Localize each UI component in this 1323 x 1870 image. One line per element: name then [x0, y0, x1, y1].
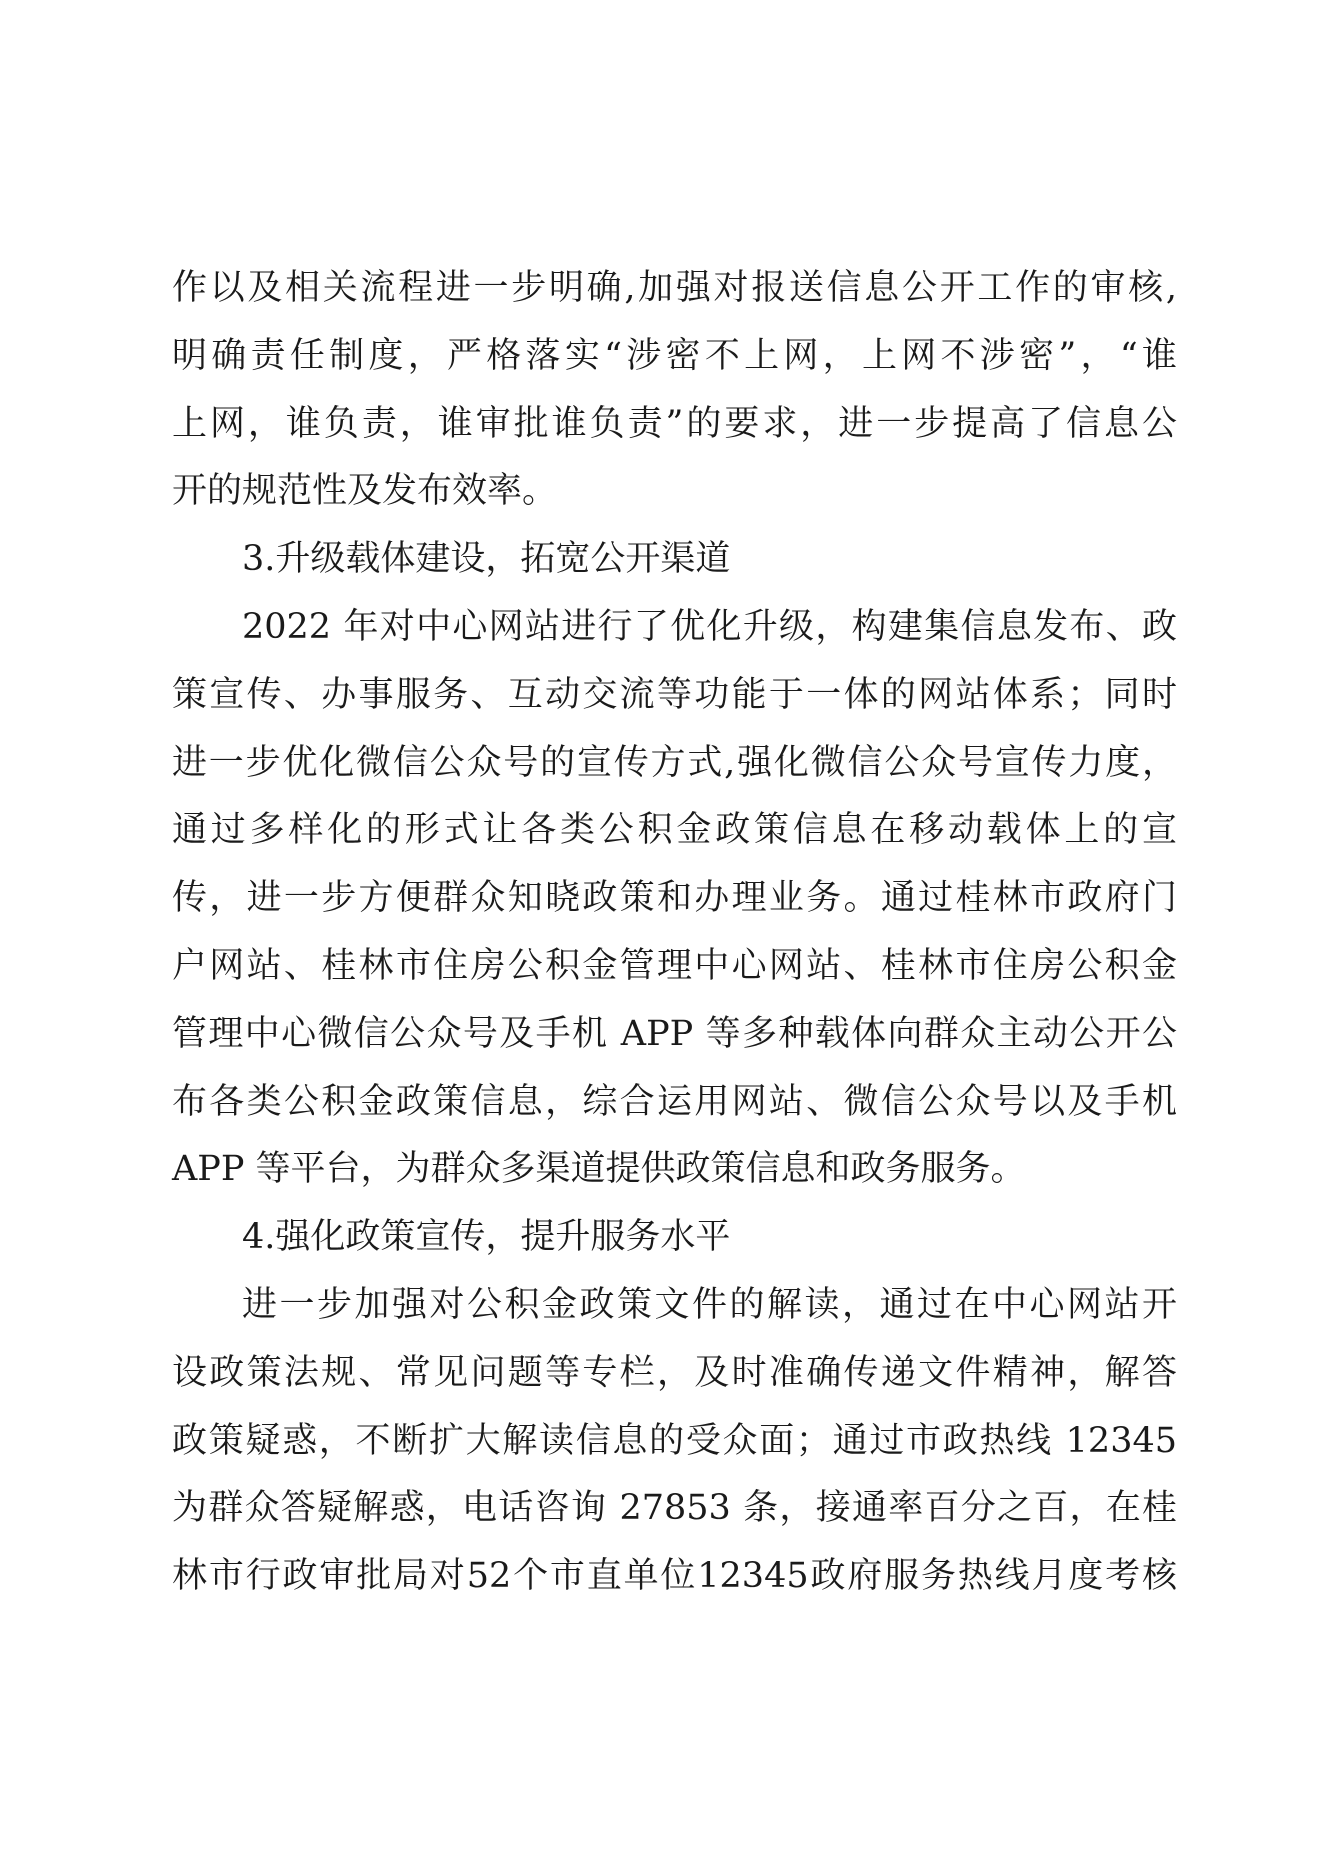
- section-heading: 3.升级载体建设，拓宽公开渠道: [242, 539, 731, 580]
- paragraph-line: 作以及相关流程进一步明确,加强对报送信息公开工作的审核,: [172, 268, 1177, 308]
- paragraph-line: 策宣传、办事服务、互动交流等功能于一体的网站体系；同时: [172, 674, 1177, 715]
- paragraph-line: 户网站、桂林市住房公积金管理中心网站、桂林市住房公积金: [172, 945, 1177, 986]
- paragraph-line: 为群众答疑解惑，电话咨询 27853 条，接通率百分之百，在桂: [172, 1488, 1177, 1529]
- paragraph-line: 林市行政审批局对52个市直单位12345政府服务热线月度考核: [172, 1556, 1177, 1597]
- paragraph-line: 开的规范性及发布效率。: [172, 471, 558, 512]
- paragraph-line: 通过多样化的形式让各类公积金政策信息在移动载体上的宣: [172, 810, 1177, 851]
- document-body: [172, 255, 1177, 1611]
- paragraph-line: APP 等平台，为群众多渠道提供政策信息和政务服务。: [172, 1149, 1026, 1190]
- paragraph-line: 进一步优化微信公众号的宣传方式,强化微信公众号宣传力度，: [172, 742, 1177, 783]
- paragraph-line: 布各类公积金政策信息，综合运用网站、微信公众号以及手机: [172, 1081, 1177, 1122]
- paragraph-line: 传，进一步方便群众知晓政策和办理业务。通过桂林市政府门: [172, 878, 1177, 919]
- paragraph-line: 明确责任制度，严格落实“涉密不上网，上网不涉密”，“谁: [172, 335, 1177, 376]
- section-heading: 4.强化政策宣传，提升服务水平: [242, 1217, 731, 1258]
- paragraph-line: 进一步加强对公积金政策文件的解读，通过在中心网站开: [242, 1284, 1177, 1325]
- paragraph-line: 设政策法规、常见问题等专栏，及时准确传递文件精神，解答: [172, 1352, 1177, 1393]
- paragraph-line: 2022 年对中心网站进行了优化升级，构建集信息发布、政: [242, 606, 1177, 647]
- paragraph-line: 管理中心微信公众号及手机 APP 等多种载体向群众主动公开公: [172, 1013, 1177, 1054]
- paragraph-line: 上网，谁负责，谁审批谁负责”的要求，进一步提高了信息公: [172, 403, 1177, 444]
- paragraph-line: 政策疑惑，不断扩大解读信息的受众面；通过市政热线 12345: [172, 1420, 1177, 1461]
